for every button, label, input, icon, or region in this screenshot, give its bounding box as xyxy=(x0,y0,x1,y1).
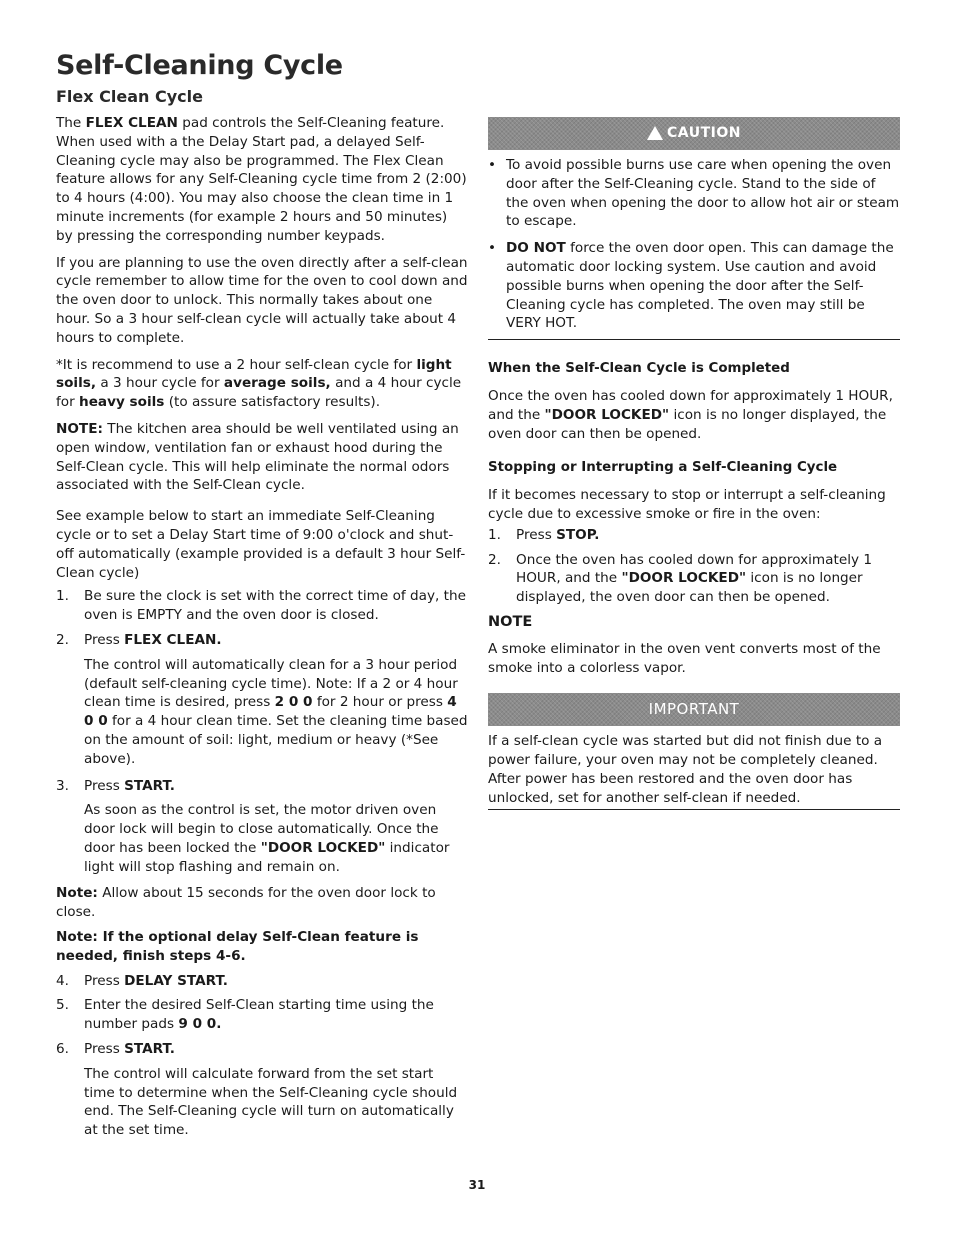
note-heading: NOTE xyxy=(488,613,533,630)
delay-note: Note: If the optional delay Self-Clean feature is needed, finish steps 4-6. xyxy=(56,929,419,964)
recommendation-paragraph: *It is recommend to use a 2 hour self-clean cycle for light soils, a 3 hour cycle for average soils, and a 4 hour cycle for heavy soils (to assure satisfactory results). xyxy=(56,356,462,411)
step-6-description: The control will calculate forward from the set start time to determine when the Self-Cleaning cycle should end. The Self-Cleaning cycle will turn on automatically at the set time. xyxy=(84,1065,458,1139)
step-2: 2. Press FLEX CLEAN. xyxy=(56,631,222,648)
completed-heading: When the Self-Clean Cycle is Completed xyxy=(488,361,790,377)
step-3-description: As soon as the control is set, the motor driven oven door lock will begin to close automatically. Once the door has been locked the "DOOR LOCKED" indicator light will stop flashing and remain on. xyxy=(84,802,450,875)
cooldown-paragraph: If you are planning to use the oven directly after a self-clean cycle remember to allow time for the oven to cool down and the oven door to unlock. This normally takes about one hour. So a 3 hour self-clean cycle will actually take about 4 hours to complete. xyxy=(56,254,468,346)
door-lock-note: Note: Allow about 15 seconds for the oven door lock to close. xyxy=(56,885,436,921)
note-paragraph: A smoke eliminator in the oven vent converts most of the smoke into a colorless vapor. xyxy=(488,640,881,676)
completed-paragraph: Once the oven has cooled down for approximately 1 HOUR, and the "DOOR LOCKED" icon is no longer displayed, the oven door can then be opened. xyxy=(488,387,893,442)
stopping-steps xyxy=(488,526,900,607)
page-title: Self-Cleaning Cycle xyxy=(56,50,343,81)
steps-list-a xyxy=(56,587,468,649)
step-3: 3. Press START. xyxy=(56,777,175,794)
steps-list-c xyxy=(56,972,468,1059)
important-paragraph: If a self-clean cycle was started but did not finish due to a power failure, your oven may not be completely cleaned. After power has been restored and the oven door has unlocked, set for another self-clean if needed. xyxy=(488,733,883,806)
important-divider xyxy=(488,809,900,810)
left-column xyxy=(56,114,468,1148)
page-number: 31 xyxy=(468,1178,486,1192)
right-column xyxy=(488,117,900,830)
ventilation-note: NOTE: The kitchen area should be well ventilated using an open window, ventilation fan or exhaust hood during the Self-Clean cycle. This will help eliminate the normal odors associated with the Self-Clean cycle. xyxy=(56,420,459,494)
step-5: 5. Enter the desired Self-Clean starting time using the number pads 9 0 0. xyxy=(56,997,434,1033)
caution-item: • To avoid possible burns use care when opening the oven door after the Self-Cleaning cycle. Stand to the side of the oven when opening the door to allow hot air or steam to escape. xyxy=(488,157,900,230)
section-subtitle: Flex Clean Cycle xyxy=(56,87,203,106)
step-2-description: The control will automatically clean for a 3 hour period (default self-cleaning cycle time). Note: If a 2 or 4 hour clean time is desired, press 2 0 0 for 2 hour or press 4 0 0 for a 4 hour clean time. Set the cleaning time based on the amount of soil: light, medium or heavy (*See above). xyxy=(84,656,468,767)
stopping-heading: Stopping or Interrupting a Self-Cleaning Cycle xyxy=(488,460,838,476)
stop-step-1: 1. Press STOP. xyxy=(488,526,600,543)
stop-step-2: 2. Once the oven has cooled down for approximately 1 HOUR, and the "DOOR LOCKED" icon is no longer displayed, the oven door can then be opened. xyxy=(488,551,872,606)
step-1: 1. Be sure the clock is set with the correct time of day, the oven is EMPTY and the oven door is closed. xyxy=(56,588,466,624)
caution-label: CAUTION xyxy=(667,125,741,142)
example-paragraph: See example below to start an immediate Self-Cleaning cycle or to set a Delay Start time of 9:00 o'clock and shut-off automatically (example provided is a default 3 hour Self-Clean cycle) xyxy=(56,508,466,581)
caution-divider xyxy=(488,339,900,340)
important-label: IMPORTANT xyxy=(648,700,740,719)
caution-banner xyxy=(488,117,900,150)
warning-icon xyxy=(647,126,663,140)
step-6: 6. Press START. xyxy=(56,1041,175,1058)
important-banner xyxy=(488,693,900,726)
stopping-paragraph: If it becomes necessary to stop or interrupt a self-cleaning cycle due to excessive smoke or fire in the oven: xyxy=(488,487,886,522)
caution-item: • DO NOT force the oven door open. This can damage the automatic door locking system. Use caution and avoid possible burns when opening the door after the Self-Cleaning cycle has completed. The oven may still be VERY HOT. xyxy=(488,240,894,332)
step-4: 4. Press DELAY START. xyxy=(56,972,228,989)
intro-paragraph: The FLEX CLEAN pad controls the Self-Cleaning feature. When used with a the Delay Start pad, a delayed Self-Cleaning cycle may also be programmed. The Flex Clean feature allows for any Self-Cleaning cycle time from 2 (2:00) to 4 hours (4:00). You may also choose the clean time in 1 minute increments (for example 2 hours and 50 minutes) by pressing the corresponding number keypads. xyxy=(56,115,467,244)
steps-list-b xyxy=(56,777,468,796)
caution-list xyxy=(488,156,900,333)
